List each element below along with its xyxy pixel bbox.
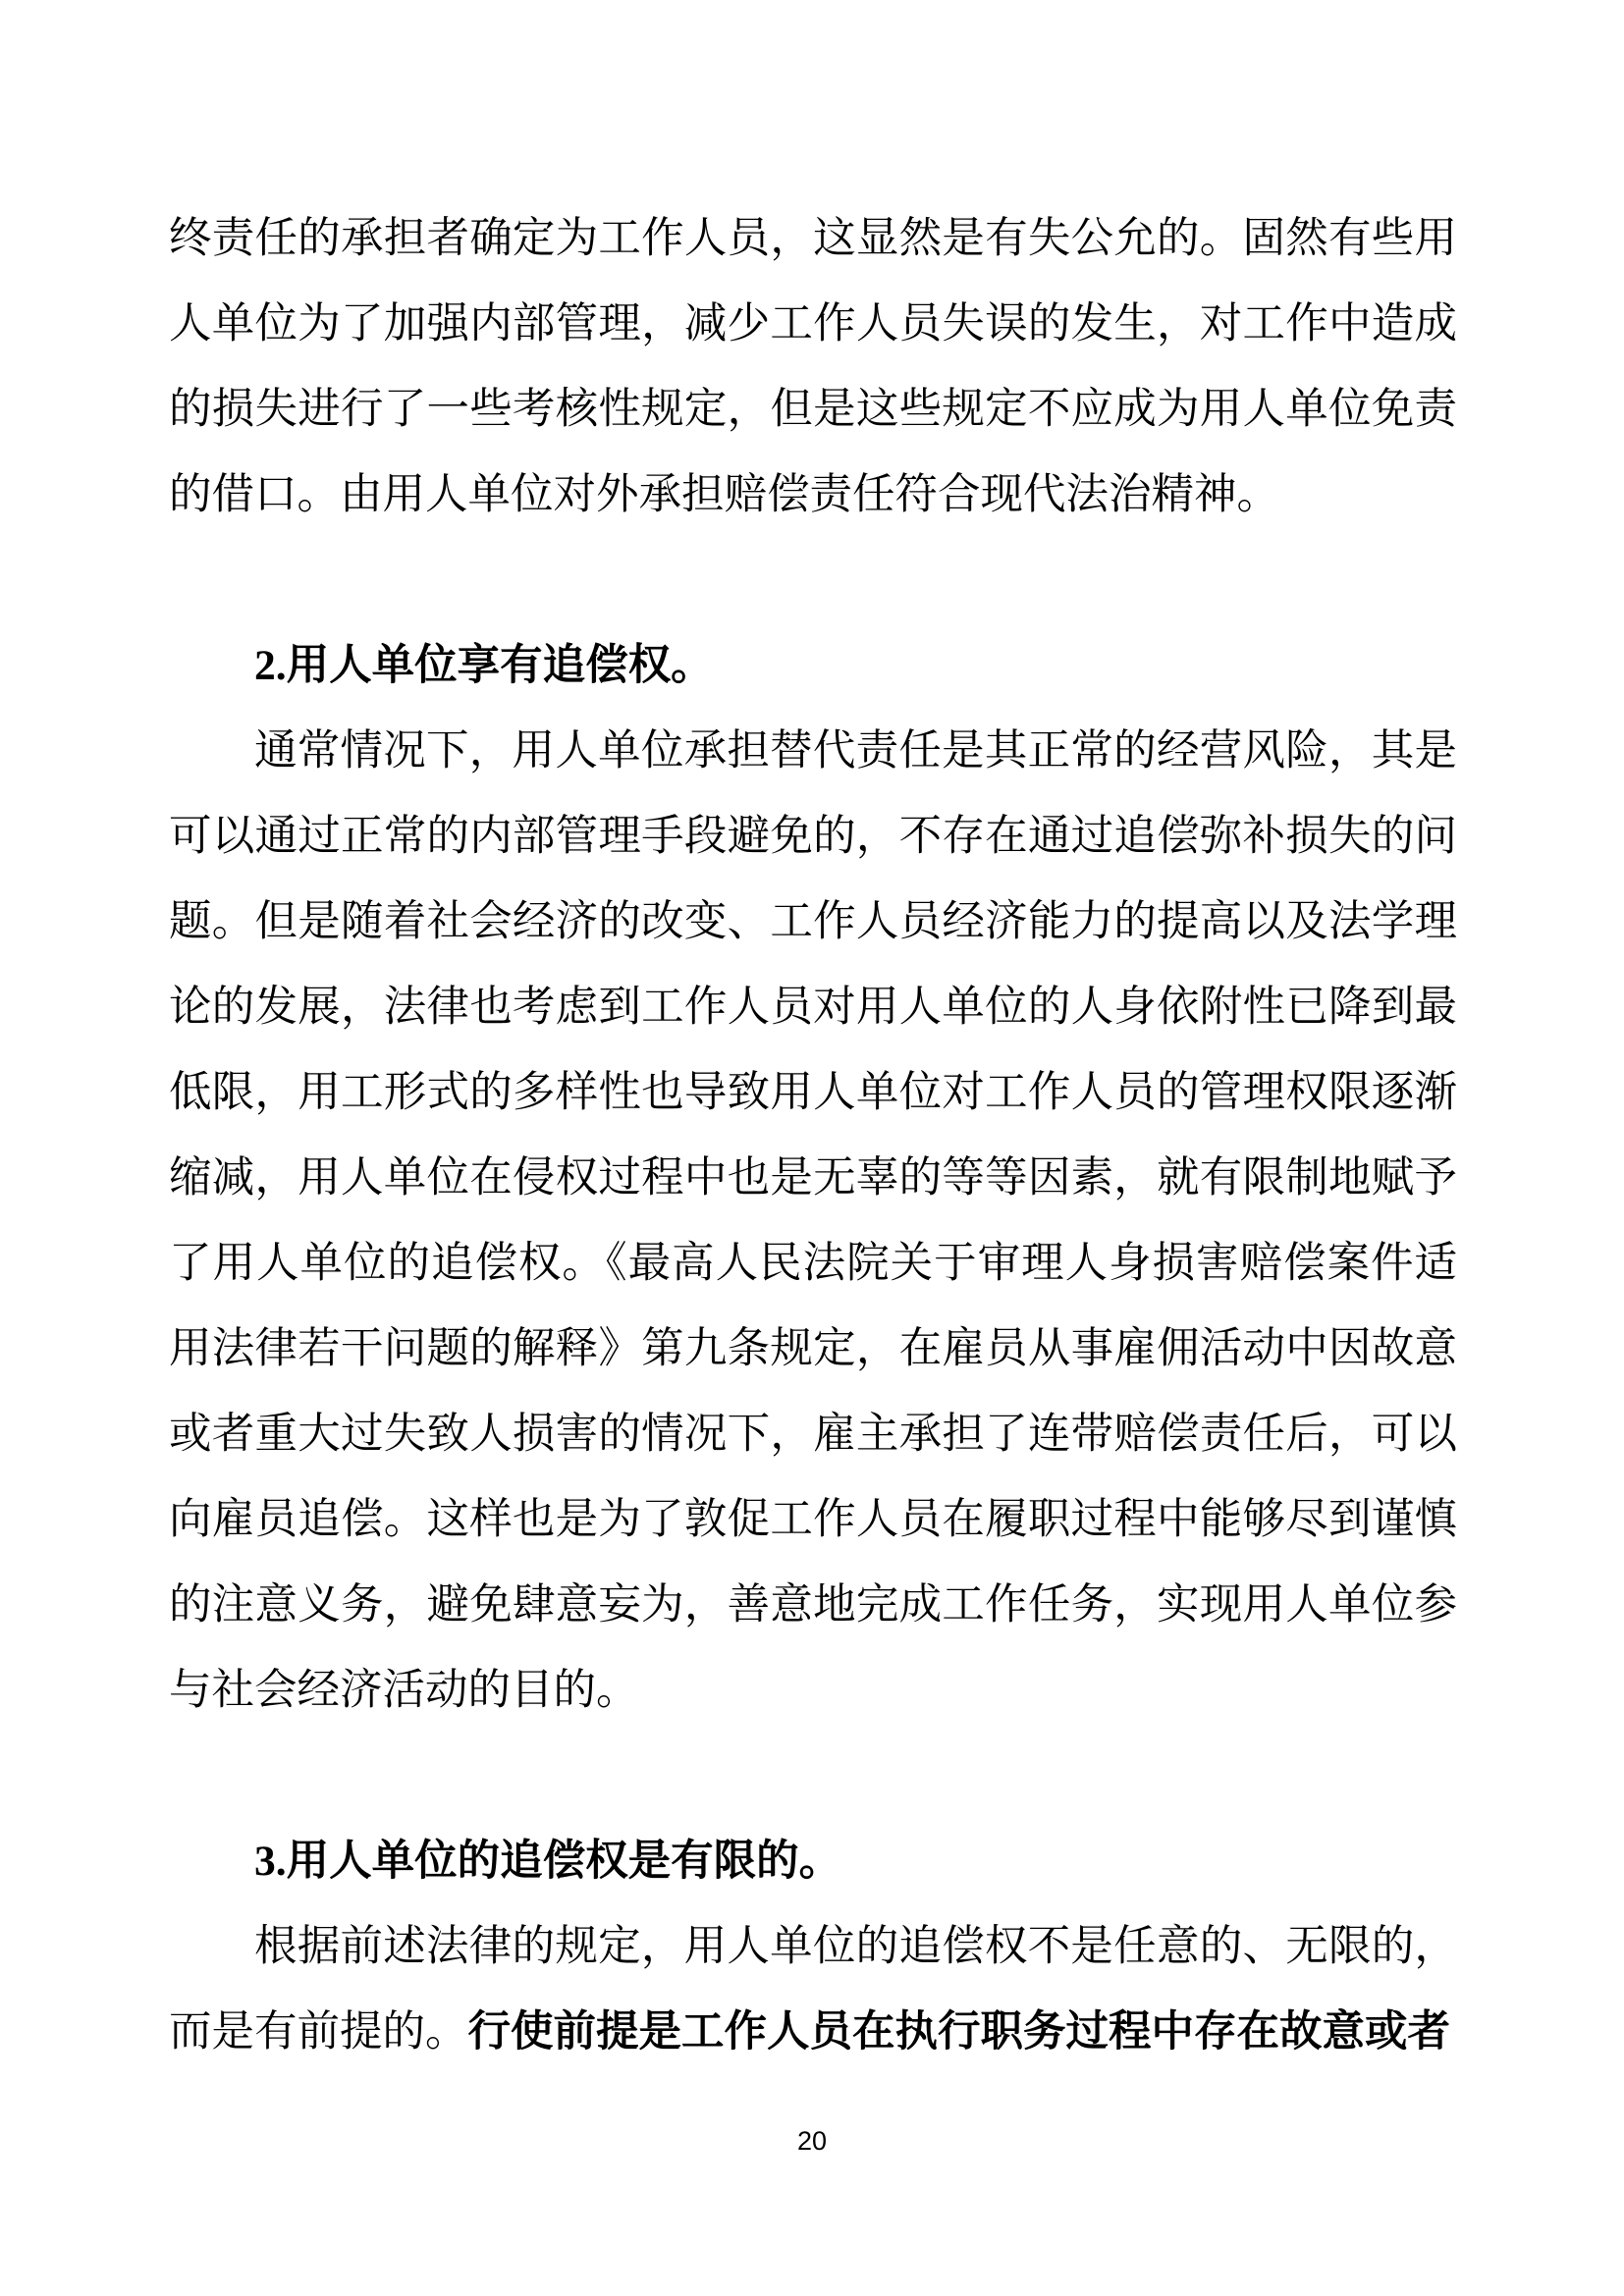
paragraph-continuation: 终责任的承担者确定为工作人员，这显然是有失公允的。固然有些用人单位为了加强内部管理，减少工作人员失误的发生，对工作中造成的损失进行了一些考核性规定，但是这些规定不应成为用人单位免责的借口。由用人单位对外承担赔偿责任符合现代法治精神。	[169, 215, 1457, 518]
paragraph-3-normal-run: 根据前述法律的规定，用人单位的追偿权不是任意的、无限的，而是有前提的。	[169, 1923, 1457, 2056]
paragraph-3-bold-run: 行使前提是工作人员在执行职务过程中存在故意或者	[467, 2008, 1450, 2056]
section-heading-2: 2.用人单位享有追偿权。	[254, 642, 714, 689]
blank-line	[169, 538, 1457, 623]
section-heading-3: 3.用人单位的追偿权是有限的。	[254, 1838, 842, 1885]
paragraph-3	[169, 1904, 1457, 2075]
paragraph-2: 通常情况下，用人单位承担替代责任是其正常的经营风险，其是可以通过正常的内部管理手段避免的，不存在通过追偿弥补损失的问题。但是随着社会经济的改变、工作人员经济能力的提高以及法学理论的发展，法律也考虑到工作人员对用人单位的人身依附性已降到最低限，用工形式的多样性也导致用人单位对工作人员的管理权限逐渐缩减，用人单位在侵权过程中也是无辜的等等因素，就有限制地赋予了用人单位的追偿权。《最高人民法院关于审理人身损害赔偿案件适用法律若干问题的解释》第九条规定，在雇员从事雇佣活动中因故意或者重大过失致人损害的情况下，雇主承担了连带赔偿责任后，可以向雇员追偿。这样也是为了敦促工作人员在履职过程中能够尽到谨慎的注意义务，避免肆意妄为，善意地完成工作任务，实现用人单位参与社会经济活动的目的。	[169, 727, 1457, 1714]
page-number: 20	[796, 2126, 828, 2156]
blank-line	[169, 1734, 1457, 1819]
document-body	[169, 196, 1457, 2075]
